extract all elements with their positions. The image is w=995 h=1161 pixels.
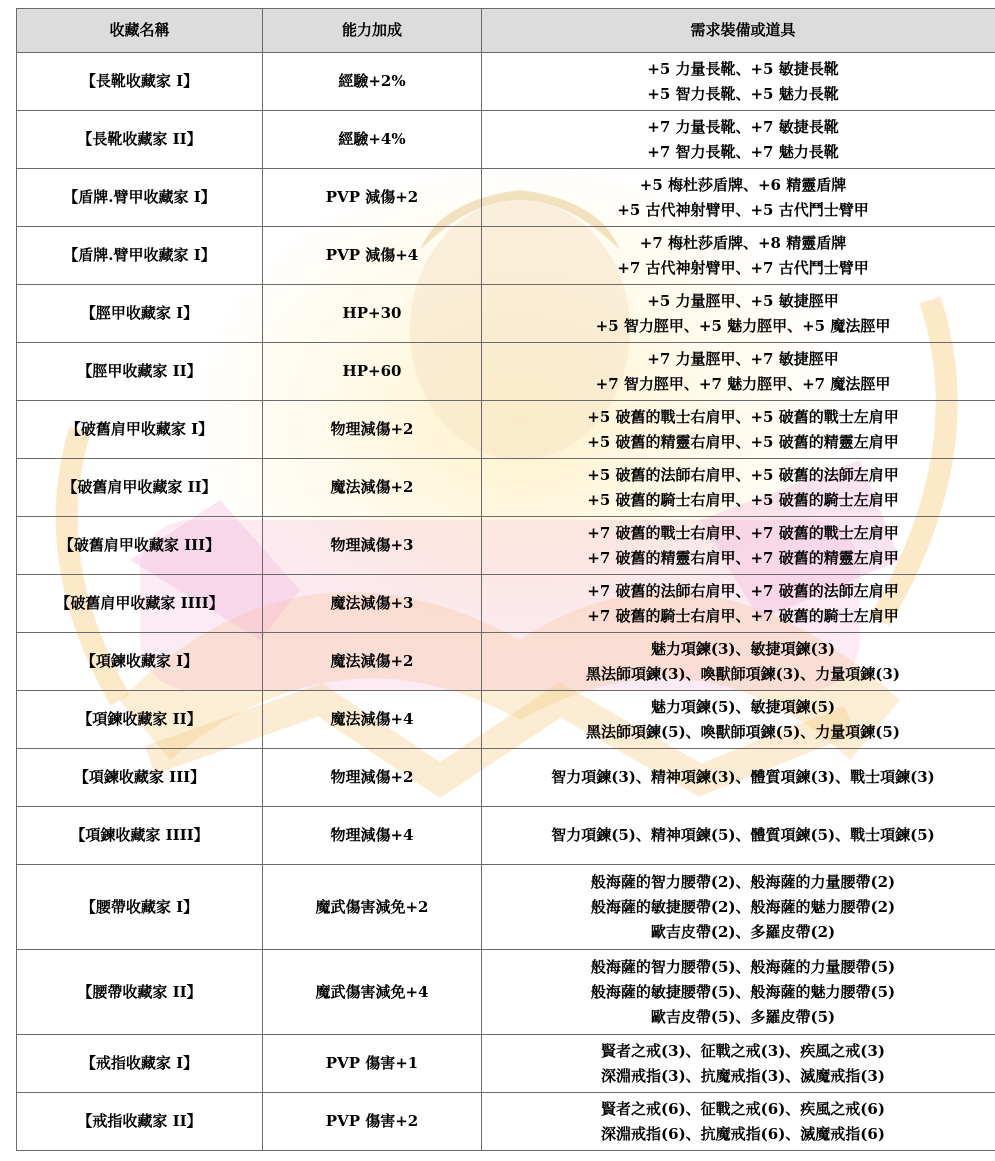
required-item-line: +5 破舊的精靈右肩甲、+5 破舊的精靈左肩甲: [587, 432, 899, 451]
table-row: [17, 865, 995, 950]
collection-name-cell: 【盾牌.臂甲收藏家 I】: [17, 227, 263, 285]
required-item-line: 魅力項鍊(3)、敏捷項鍊(3): [650, 639, 836, 658]
collection-name-cell: 【脛甲收藏家 I】: [17, 285, 263, 343]
collection-name-cell: 【長靴收藏家 I】: [17, 53, 263, 111]
table-body: [17, 53, 995, 1151]
ability-bonus-cell: 物理減傷+2: [263, 401, 482, 459]
ability-bonus-cell: 魔武傷害減免+4: [263, 950, 482, 1035]
collection-name-cell: 【脛甲收藏家 II】: [17, 343, 263, 401]
table-row: [17, 53, 995, 111]
ability-bonus-cell: 物理減傷+2: [263, 749, 482, 807]
ability-bonus-cell: HP+60: [263, 343, 482, 401]
required-items-cell: [482, 169, 995, 227]
ability-bonus-cell: 魔法減傷+2: [263, 459, 482, 517]
required-items-cell: [482, 111, 995, 169]
header-ability-bonus: 能力加成: [263, 9, 482, 53]
required-item-line: 歐吉皮帶(5)、多羅皮帶(5): [650, 1007, 836, 1026]
table-row: [17, 950, 995, 1035]
table-row: [17, 1035, 995, 1093]
required-items-cell: [482, 285, 995, 343]
ability-bonus-cell: PVP 傷害+2: [263, 1093, 482, 1151]
ability-bonus-cell: 魔法減傷+4: [263, 691, 482, 749]
collection-name-cell: 【長靴收藏家 II】: [17, 111, 263, 169]
table-row: [17, 111, 995, 169]
required-item-line: 般海薩的敏捷腰帶(2)、般海薩的魅力腰帶(2): [590, 897, 896, 916]
table-row: [17, 807, 995, 865]
collection-name-cell: 【項鍊收藏家 IIII】: [17, 807, 263, 865]
required-items-cell: [482, 1093, 995, 1151]
collection-name-cell: 【戒指收藏家 II】: [17, 1093, 263, 1151]
collection-name-cell: 【項鍊收藏家 II】: [17, 691, 263, 749]
required-item-line: 深淵戒指(6)、抗魔戒指(6)、滅魔戒指(6): [601, 1124, 885, 1143]
ability-bonus-cell: 物理減傷+3: [263, 517, 482, 575]
required-item-line: 般海薩的敏捷腰帶(5)、般海薩的魅力腰帶(5): [590, 982, 896, 1001]
required-item-line: 黑法師項鍊(3)、喚獸師項鍊(3)、力量項鍊(3): [586, 664, 900, 683]
required-items-cell: [482, 749, 995, 807]
required-items-cell: [482, 575, 995, 633]
collection-name-cell: 【項鍊收藏家 III】: [17, 749, 263, 807]
ability-bonus-cell: PVP 減傷+4: [263, 227, 482, 285]
collection-name-cell: 【盾牌.臂甲收藏家 I】: [17, 169, 263, 227]
required-item-line: +7 破舊的法師右肩甲、+7 破舊的法師左肩甲: [587, 581, 899, 600]
collection-name-cell: 【破舊肩甲收藏家 I】: [17, 401, 263, 459]
required-item-line: +7 破舊的戰士右肩甲、+7 破舊的戰士左肩甲: [587, 523, 899, 542]
table-row: [17, 343, 995, 401]
ability-bonus-cell: 物理減傷+4: [263, 807, 482, 865]
required-items-cell: [482, 950, 995, 1035]
required-item-line: +7 力量長靴、+7 敏捷長靴: [647, 117, 839, 136]
collection-name-cell: 【破舊肩甲收藏家 II】: [17, 459, 263, 517]
required-items-cell: [482, 691, 995, 749]
ability-bonus-cell: 經驗+2%: [263, 53, 482, 111]
required-item-line: +7 破舊的精靈右肩甲、+7 破舊的精靈左肩甲: [587, 548, 899, 567]
required-item-line: 歐吉皮帶(2)、多羅皮帶(2): [650, 922, 836, 941]
required-item-line: 深淵戒指(3)、抗魔戒指(3)、滅魔戒指(3): [601, 1066, 885, 1085]
required-items-cell: [482, 807, 995, 865]
required-item-line: 智力項鍊(5)、精神項鍊(5)、體質項鍊(5)、戰士項鍊(5): [551, 826, 935, 844]
required-item-line: +7 古代神射臂甲、+7 古代鬥士臂甲: [617, 258, 869, 277]
required-items-cell: [482, 459, 995, 517]
required-item-line: 黑法師項鍊(5)、喚獸師項鍊(5)、力量項鍊(5): [586, 722, 900, 741]
ability-bonus-cell: 經驗+4%: [263, 111, 482, 169]
table-row: [17, 749, 995, 807]
required-item-line: +7 智力長靴、+7 魅力長靴: [647, 142, 839, 161]
required-item-line: 賢者之戒(6)、征戰之戒(6)、疾風之戒(6): [601, 1099, 885, 1118]
collection-name-cell: 【腰帶收藏家 II】: [17, 950, 263, 1035]
required-item-line: 般海薩的智力腰帶(2)、般海薩的力量腰帶(2): [590, 872, 896, 891]
required-items-cell: [482, 343, 995, 401]
table-row: [17, 169, 995, 227]
required-item-line: +5 智力長靴、+5 魅力長靴: [647, 84, 839, 103]
table-row: [17, 227, 995, 285]
required-items-cell: [482, 633, 995, 691]
collection-name-cell: 【破舊肩甲收藏家 III】: [17, 517, 263, 575]
required-item-line: +7 破舊的騎士右肩甲、+7 破舊的騎士左肩甲: [587, 606, 899, 625]
table-row: [17, 575, 995, 633]
required-items-cell: [482, 517, 995, 575]
required-item-line: +5 力量長靴、+5 敏捷長靴: [647, 59, 839, 78]
table-row: [17, 633, 995, 691]
required-item-line: 智力項鍊(3)、精神項鍊(3)、體質項鍊(3)、戰士項鍊(3): [551, 768, 935, 786]
required-item-line: +7 智力脛甲、+7 魅力脛甲、+7 魔法脛甲: [595, 374, 891, 393]
required-item-line: 般海薩的智力腰帶(5)、般海薩的力量腰帶(5): [590, 957, 896, 976]
required-item-line: +5 梅杜莎盾牌、+6 精靈盾牌: [639, 175, 847, 194]
header-collection-name: 收藏名稱: [17, 9, 263, 53]
table-row: [17, 401, 995, 459]
header-required-items: 需求裝備或道具: [482, 9, 995, 53]
required-item-line: +7 力量脛甲、+7 敏捷脛甲: [647, 349, 839, 368]
ability-bonus-cell: 魔法減傷+3: [263, 575, 482, 633]
required-item-line: +5 破舊的騎士右肩甲、+5 破舊的騎士左肩甲: [587, 490, 899, 509]
table-row: [17, 517, 995, 575]
table-header-row: [17, 9, 995, 53]
required-item-line: +5 破舊的法師右肩甲、+5 破舊的法師左肩甲: [587, 465, 899, 484]
required-items-cell: [482, 865, 995, 950]
required-item-line: 賢者之戒(3)、征戰之戒(3)、疾風之戒(3): [601, 1041, 885, 1060]
table-row: [17, 459, 995, 517]
ability-bonus-cell: 魔武傷害減免+2: [263, 865, 482, 950]
collection-table: [16, 8, 995, 1151]
required-items-cell: [482, 401, 995, 459]
required-items-cell: [482, 227, 995, 285]
collection-name-cell: 【腰帶收藏家 I】: [17, 865, 263, 950]
table-row: [17, 285, 995, 343]
required-item-line: +5 破舊的戰士右肩甲、+5 破舊的戰士左肩甲: [587, 407, 899, 426]
collection-name-cell: 【破舊肩甲收藏家 IIII】: [17, 575, 263, 633]
required-items-cell: [482, 1035, 995, 1093]
required-item-line: +5 古代神射臂甲、+5 古代鬥士臂甲: [617, 200, 869, 219]
required-item-line: +7 梅杜莎盾牌、+8 精靈盾牌: [639, 233, 847, 252]
table-row: [17, 691, 995, 749]
ability-bonus-cell: HP+30: [263, 285, 482, 343]
ability-bonus-cell: PVP 傷害+1: [263, 1035, 482, 1093]
required-item-line: +5 力量脛甲、+5 敏捷脛甲: [647, 291, 839, 310]
required-item-line: +5 智力脛甲、+5 魅力脛甲、+5 魔法脛甲: [595, 316, 891, 335]
ability-bonus-cell: 魔法減傷+2: [263, 633, 482, 691]
ability-bonus-cell: PVP 減傷+2: [263, 169, 482, 227]
collection-name-cell: 【項鍊收藏家 I】: [17, 633, 263, 691]
table-row: [17, 1093, 995, 1151]
required-item-line: 魅力項鍊(5)、敏捷項鍊(5): [650, 697, 836, 716]
required-items-cell: [482, 53, 995, 111]
collection-name-cell: 【戒指收藏家 I】: [17, 1035, 263, 1093]
